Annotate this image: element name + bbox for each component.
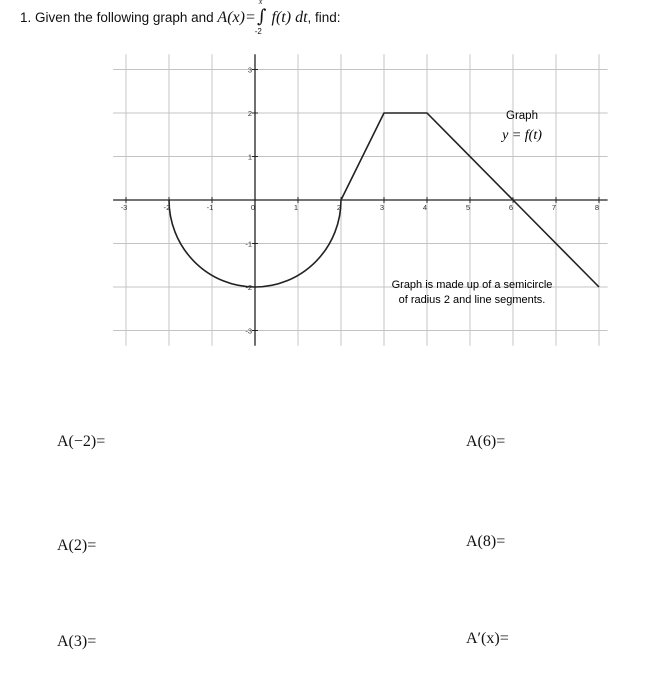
upper-limit: x — [258, 0, 263, 6]
area-function: A(x)= — [217, 9, 256, 26]
y-tick-label: -3 — [245, 326, 252, 336]
graph-note-line2: of radius 2 and line segments. — [398, 294, 546, 306]
question-a-8: A(8)= — [466, 533, 506, 550]
x-tick-label: -3 — [120, 203, 128, 212]
y-tick-label: -1 — [245, 239, 252, 249]
question-a-3: A(3)= — [57, 633, 97, 650]
y-tick-label: 3 — [247, 65, 252, 75]
integral-sign: x ∫ -2 — [256, 6, 268, 27]
question-a-6: A(6)= — [466, 433, 506, 450]
integrand: f(t) dt — [271, 9, 308, 26]
x-tick-label: 1 — [293, 203, 299, 212]
lower-limit: -2 — [254, 27, 262, 36]
x-tick-label: 7 — [551, 203, 557, 212]
graph-title-label: Graph — [506, 110, 538, 122]
problem-number: 1. — [20, 10, 32, 25]
x-tick-label: 5 — [465, 203, 471, 212]
graph-note-line1: Graph is made up of a semicircle — [391, 279, 553, 291]
y-tick-label: -2 — [245, 283, 252, 292]
problem-prefix: Given the following graph and — [35, 10, 214, 25]
question-a-prime: A′(x)= — [466, 630, 509, 647]
x-tick-label: -1 — [206, 203, 214, 212]
x-tick-label: 0 — [250, 203, 256, 212]
graph-function-label: y = f(t) — [502, 128, 542, 143]
y-tick-label: 2 — [247, 109, 252, 118]
x-tick-label: 3 — [379, 203, 385, 212]
question-a-neg2: A(−2)= — [57, 433, 106, 450]
problem-suffix: , find: — [307, 10, 341, 25]
x-tick-label: 4 — [422, 203, 428, 212]
question-a-2: A(2)= — [57, 537, 97, 554]
y-tick-label: 1 — [247, 152, 252, 162]
x-tick-label: 2 — [336, 203, 342, 212]
x-tick-label: -2 — [163, 203, 171, 212]
x-tick-label: 8 — [594, 203, 600, 212]
x-tick-label: 6 — [508, 203, 514, 212]
